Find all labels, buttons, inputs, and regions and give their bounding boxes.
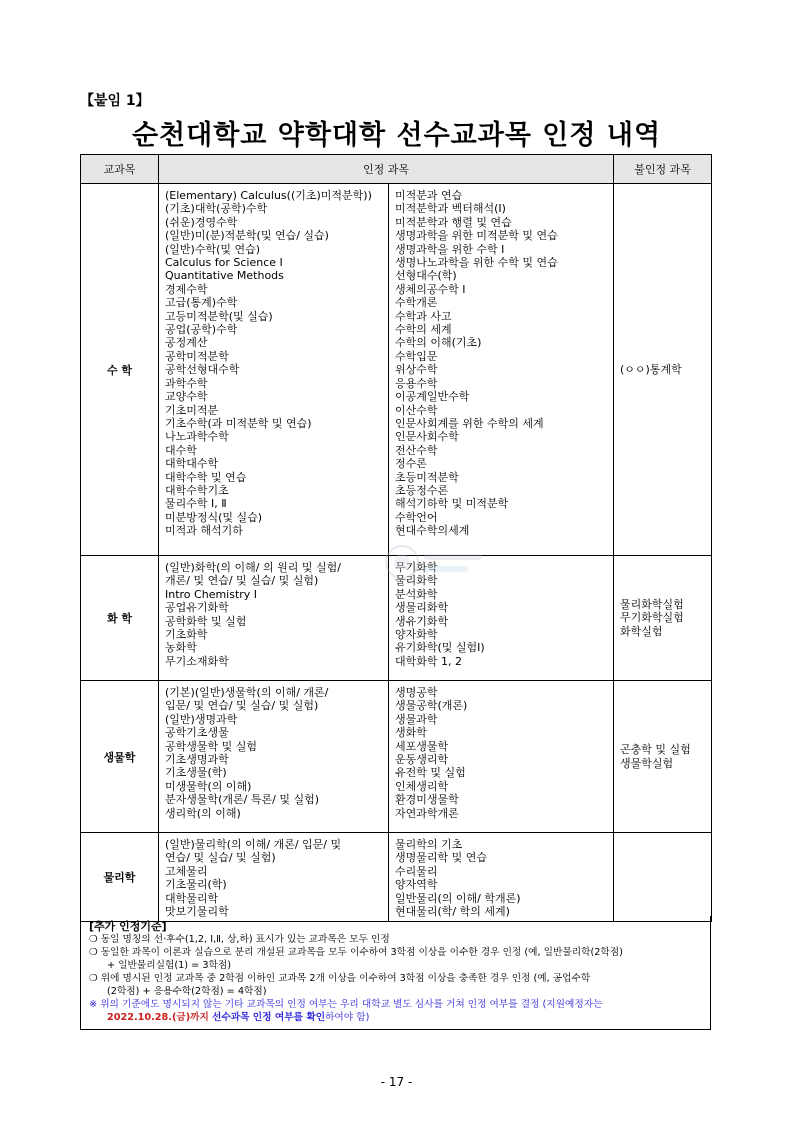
course-item: 양자화학	[395, 628, 438, 642]
watermark-logo	[380, 540, 490, 584]
course-item: 세포생물학	[395, 739, 449, 753]
course-item: 대학물리학	[165, 891, 219, 905]
course-item: 양자역학	[395, 878, 438, 892]
course-item: 입문/ 및 연습/ 및 실습/ 및 실험)	[165, 699, 319, 713]
course-item: 공학선형대수학	[165, 363, 240, 377]
course-item: 수학의 세계	[395, 323, 452, 337]
course-item: 환경미생물학	[395, 793, 459, 807]
course-item: 생물리화학	[395, 601, 449, 615]
recognized-course-list	[159, 184, 389, 556]
course-item: 생명물리학 및 연습	[395, 851, 488, 865]
course-item: 연습/ 및 실습/ 및 실험)	[165, 851, 276, 865]
course-item: 농화학	[165, 641, 197, 655]
course-item: 기초수학(과 미적분학 및 연습)	[165, 416, 312, 430]
course-item: 분석화학	[395, 587, 438, 601]
course-item: 물리화학	[395, 574, 438, 588]
course-item: 유기화학(및 실험Ⅰ)	[395, 641, 485, 655]
course-item: 이산수학	[395, 403, 438, 417]
course-item: 개론/ 및 연습/ 및 실습/ 및 실험)	[165, 574, 319, 588]
course-item: 선형대수(학)	[395, 269, 457, 283]
additional-criteria-box	[80, 916, 711, 1030]
course-item: Calculus for Science Ⅰ	[165, 256, 283, 270]
course-item: 생물공학(개론)	[395, 699, 468, 713]
course-item: 생유기화학	[395, 614, 449, 628]
course-item: 초등미적분학	[395, 470, 459, 484]
header-recognized: 인정 과목	[159, 155, 614, 184]
table-row	[81, 184, 712, 556]
subject-cell: 물리학	[81, 833, 159, 922]
course-item: 기초화학	[165, 628, 208, 642]
course-item: 공정계산	[165, 336, 208, 350]
course-item: 생물과학	[395, 712, 438, 726]
course-item: 맛보기물리학	[165, 905, 229, 919]
course-item: 무기소재화학	[165, 654, 229, 668]
course-item: 인체생리학	[395, 779, 449, 793]
criteria-item-3-cont: (2학점) + 응용수학(2학점) = 4학점)	[107, 986, 267, 997]
course-item: 기초미적분	[165, 403, 219, 417]
course-recognition-table	[80, 154, 712, 922]
course-item: 고급(통계)수학	[165, 296, 238, 310]
not-recognized-item: 물리화학실험	[620, 597, 684, 611]
subject-cell: 수 학	[81, 184, 159, 556]
attachment-label: 【붙임 1】	[80, 93, 150, 109]
course-item: 공학화학 및 실험	[165, 614, 247, 628]
course-item: 대학화학 1, 2	[395, 654, 462, 668]
table-row	[81, 833, 712, 922]
course-item: 미적과 해석기하	[165, 524, 243, 538]
course-item: 수학과 사고	[395, 309, 452, 323]
course-item: (일반)생명과학	[165, 712, 238, 726]
criteria-item-2-cont: + 일반물리실험(1) = 3학점)	[107, 960, 232, 971]
page-number: - 17 -	[380, 1075, 413, 1089]
course-item: 생화학	[395, 726, 427, 740]
table-row	[81, 681, 712, 833]
course-item: 분자생물학(개론/ 특론/ 및 실험)	[165, 793, 319, 807]
course-item: 생체의공수학 Ⅰ	[395, 282, 466, 296]
course-item: 인문사회수학	[395, 430, 459, 444]
course-item: 생명과학을 위한 수학 Ⅰ	[395, 242, 505, 256]
course-item: 기초생명과학	[165, 753, 229, 767]
course-item: 전산수학	[395, 443, 438, 457]
subject-cell: 화 학	[81, 556, 159, 681]
deadline-action: 선수과목 인정 여부를 확인	[212, 1012, 326, 1023]
course-item: 해석기하학 및 미적분학	[395, 497, 509, 511]
course-item: 미적분학과 행렬 및 연습	[395, 215, 512, 229]
criteria-warning: ※ 위의 기준에도 명시되지 않는 기타 교과목의 인정 여부는 우리 대학교 별도 심사를 거쳐 인정 여부를 결정 (지원예정자는	[89, 999, 603, 1010]
deadline-tail: 하여야 함)	[325, 1012, 370, 1023]
course-item: 수리물리	[395, 864, 438, 878]
not-recognized-cell	[614, 833, 712, 922]
recognized-course-list	[389, 833, 614, 922]
course-item: (기초)대학(공학)수학	[165, 202, 268, 216]
table-header-row	[81, 155, 712, 184]
course-item: 자연과학개론	[395, 806, 459, 820]
course-item: 현대수학의세계	[395, 524, 470, 538]
course-item: 생리학(의 이해)	[165, 806, 241, 820]
course-item: 초등정수론	[395, 483, 449, 497]
course-item: 미적분학과 벡터해석(I)	[395, 202, 506, 216]
not-recognized-item: 무기화학실험	[620, 611, 684, 625]
course-item: 교양수학	[165, 390, 208, 404]
course-item: 수학입문	[395, 349, 438, 363]
deadline-date: 2022.10.28.(금)까지	[107, 1012, 209, 1023]
not-recognized-item: (ㅇㅇ)통계학	[620, 362, 682, 376]
course-item: 물리학의 기초	[395, 838, 463, 851]
course-item: (일반)물리학(의 이해/ 개론/ 입문/ 및	[165, 838, 342, 851]
course-item: 현대물리(학/ 학의 세계)	[395, 905, 510, 919]
subject-cell: 생물학	[81, 681, 159, 833]
course-item: 고체물리	[165, 864, 208, 878]
recognized-course-list	[159, 833, 389, 922]
header-not-recognized: 불인정 과목	[614, 155, 712, 184]
course-item: 대학대수학	[165, 457, 219, 471]
course-item: 경제수학	[165, 282, 208, 296]
criteria-heading: [추가 인정기준]	[89, 920, 167, 933]
not-recognized-cell	[614, 184, 712, 556]
course-item: 기초생물(학)	[165, 766, 227, 780]
course-item: Intro Chemistry Ⅰ	[165, 587, 258, 601]
criteria-item-2: ❍ 동일한 과목이 이론과 실습으로 분리 개설된 교과목을 모두 이수하여 3학점 이상을 이수한 경우 인정 (예, 일반물리학(2학점)	[89, 947, 623, 958]
not-recognized-item: 생물학실험	[620, 756, 674, 770]
course-item: 생명과학을 위한 미적분학 및 연습	[395, 229, 558, 243]
course-item: 물리수학 Ⅰ, Ⅱ	[165, 497, 227, 511]
course-item: 공학미적분학	[165, 349, 229, 363]
course-item: 이공계일반수학	[395, 390, 470, 404]
course-item: 공학생물학 및 실험	[165, 739, 258, 753]
course-item: 기초물리(학)	[165, 878, 227, 892]
recognized-course-list	[389, 184, 614, 556]
page-title: 순천대학교 약학대학 선수교과목 인정 내역	[131, 120, 662, 151]
course-item: 생명나노과학을 위한 수학 및 연습	[395, 256, 558, 270]
course-item: 일반물리(의 이해/ 학개론)	[395, 891, 521, 905]
criteria-item-3: ❍ 위에 명시된 인정 교과목 중 2학점 이하인 교과목 2개 이상을 이수하여 3학점 이상을 충족한 경우 인정 (예, 공업수학	[89, 973, 591, 984]
not-recognized-item: 화학실험	[620, 624, 663, 638]
course-item: 무기화학	[395, 561, 438, 574]
course-item: (일반)화학(의 이해/ 의 원리 및 실험/	[165, 561, 341, 574]
course-item: 수학개론	[395, 296, 438, 310]
course-item: 공학기초생물	[165, 726, 229, 740]
criteria-warning-cont	[89, 1011, 702, 1024]
course-item: (기본)(일반)생물학(의 이해/ 개론/	[165, 686, 329, 699]
course-item: (일반)수학(및 연습)	[165, 242, 261, 256]
course-item: 미적분과 연습	[395, 189, 463, 202]
course-item: 유전학 및 실험	[395, 766, 466, 780]
course-item: 미분방정식(및 실습)	[165, 510, 263, 524]
course-item: (일반)미(분)적분학(및 연습/ 실습)	[165, 229, 329, 243]
course-item: 정수론	[395, 457, 427, 471]
course-item: 수학언어	[395, 510, 438, 524]
course-item: 공업(공학)수학	[165, 323, 238, 337]
recognized-course-list	[159, 681, 389, 833]
course-item: (Elementary) Calculus((기초)미적분학))	[165, 189, 372, 202]
course-item: 수학의 이해(기초)	[395, 336, 482, 350]
not-recognized-cell	[614, 556, 712, 681]
recognized-course-list	[389, 681, 614, 833]
criteria-item-1: ❍ 동일 명칭의 선·후수(1,2, Ⅰ,Ⅱ, 상,하) 표시가 있는 교과목은 모두 인정	[89, 934, 390, 945]
course-item: 생명공학	[395, 686, 438, 699]
course-item: 대학수학기초	[165, 483, 229, 497]
course-item: Quantitative Methods	[165, 269, 284, 283]
header-subject: 교과목	[81, 155, 159, 184]
course-item: 공업유기화학	[165, 601, 229, 615]
course-item: 고등미적분학(및 실습)	[165, 309, 273, 323]
course-item: 응용수학	[395, 376, 438, 390]
course-item: 대학수학 및 연습	[165, 470, 247, 484]
course-item: (쉬운)경영수학	[165, 215, 238, 229]
course-item: 과학수학	[165, 376, 208, 390]
recognized-course-list	[159, 556, 389, 681]
course-item: 대수학	[165, 443, 197, 457]
course-item: 나노과학수학	[165, 430, 229, 444]
not-recognized-item: 곤충학 및 실험	[620, 743, 691, 757]
course-item: 위상수학	[395, 363, 438, 377]
course-item: 미생물학(의 이해)	[165, 779, 252, 793]
course-item: 인문사회계를 위한 수학의 세계	[395, 416, 544, 430]
course-item: 운동생리학	[395, 753, 449, 767]
not-recognized-cell	[614, 681, 712, 833]
